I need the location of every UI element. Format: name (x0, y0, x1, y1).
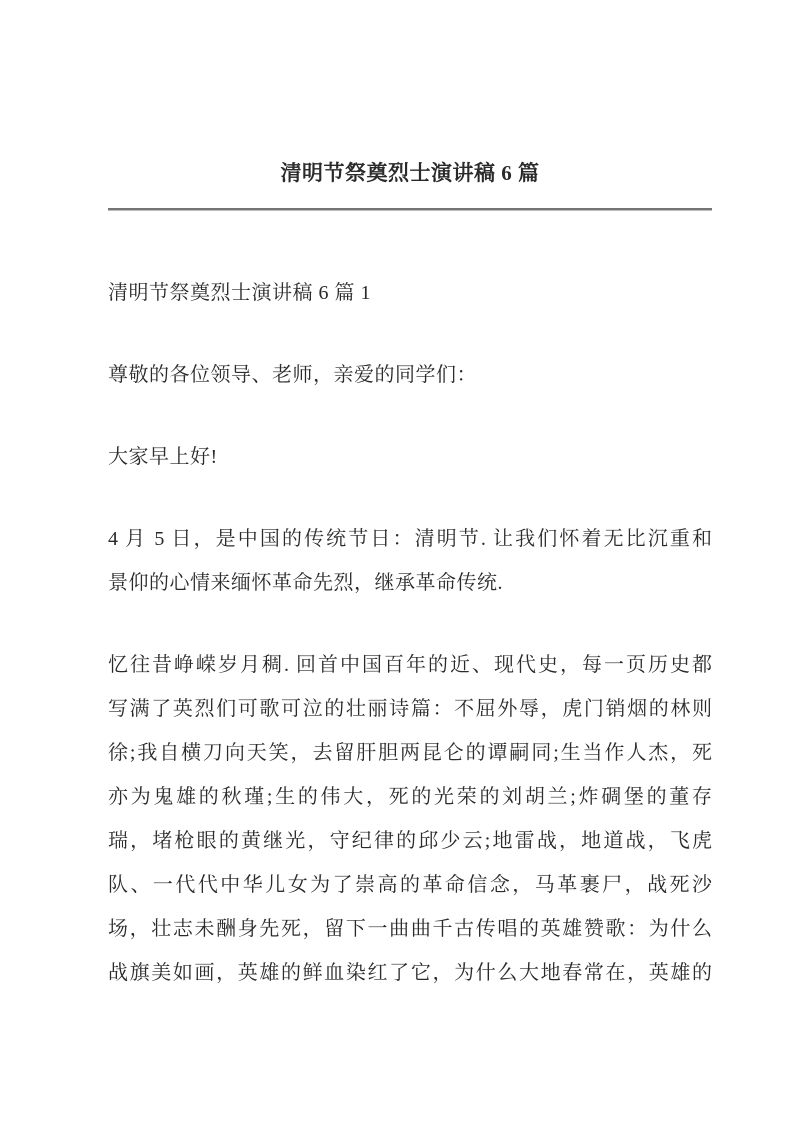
document-body (108, 271, 712, 995)
text-line: 忆往昔峥嵘岁月稠. 回首中国百年的近、现代史，每一页历史都 (108, 654, 712, 676)
paragraph-intro (108, 517, 712, 605)
text-line: 景仰的心情来缅怀革命先烈，继承革命传统. (108, 572, 503, 594)
text-line: 亦为鬼雄的秋瑾;生的伟大，死的光荣的刘胡兰;炸碉堡的董存 (108, 786, 712, 808)
text-line: 瑞，堵枪眼的黄继光，守纪律的邱少云;地雷战，地道战，飞虎 (108, 830, 712, 852)
paragraph-memorial-history (108, 643, 712, 995)
text-line: 清明节祭奠烈士演讲稿 6 篇 1 (108, 282, 371, 304)
paragraph-salutation (108, 353, 712, 397)
text-line: 大家早上好! (108, 446, 218, 468)
document-title: 清明节祭奠烈士演讲稿 6 篇 (280, 161, 540, 185)
text-line: 尊敬的各位领导、老师，亲爱的同学们： (108, 364, 477, 386)
text-line: 写满了英烈们可歌可泣的壮丽诗篇：不屈外辱，虎门销烟的林则 (108, 698, 712, 720)
text-line: 4 月 5 日，是中国的传统节日：清明节. 让我们怀着无比沉重和 (108, 528, 712, 550)
paragraph-greeting (108, 435, 712, 479)
title-divider (108, 208, 712, 211)
text-line: 战旗美如画，英雄的鲜血染红了它，为什么大地春常在，英雄的 (108, 962, 712, 984)
paragraph-section-heading (108, 271, 712, 315)
text-line: 队、一代代中华儿女为了崇高的革命信念，马革裹尸，战死沙 (108, 874, 712, 896)
text-line: 徐;我自横刀向天笑，去留肝胆两昆仑的谭嗣同;生当作人杰，死 (108, 742, 712, 764)
text-line: 场，壮志未酬身先死，留下一曲曲千古传唱的英雄赞歌：为什么 (108, 918, 712, 940)
